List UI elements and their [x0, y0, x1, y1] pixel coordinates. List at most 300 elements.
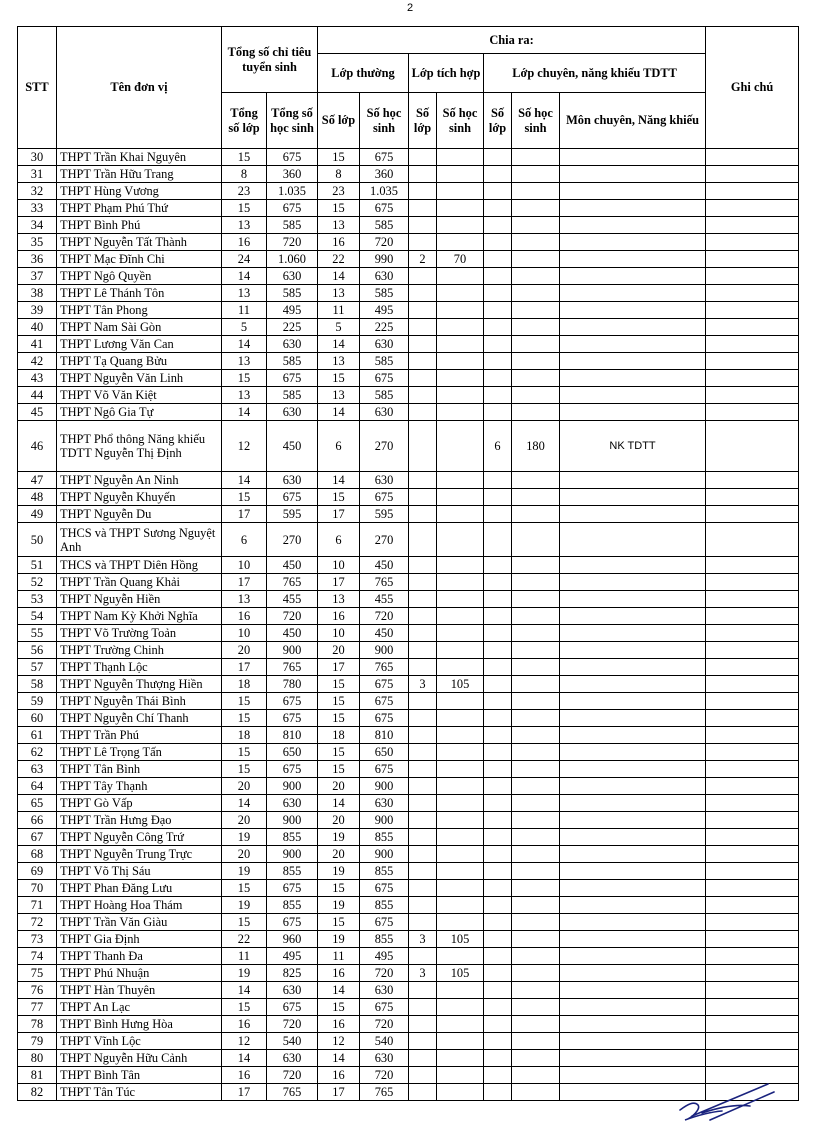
special-classes-cell	[484, 149, 512, 166]
unit-name-cell: THPT Trần Hưng Đạo	[57, 812, 222, 829]
note-cell	[706, 795, 799, 812]
note-cell	[706, 948, 799, 965]
header-integrated-classes: Số lớp	[409, 93, 437, 149]
note-cell	[706, 659, 799, 676]
integrated-students-cell	[437, 183, 484, 200]
note-cell	[706, 591, 799, 608]
note-cell	[706, 200, 799, 217]
total-classes-cell: 18	[222, 676, 267, 693]
note-cell	[706, 166, 799, 183]
integrated-classes-cell	[409, 897, 437, 914]
unit-name-cell: THPT Võ Trường Toản	[57, 625, 222, 642]
regular-classes-cell: 15	[318, 149, 360, 166]
regular-classes-cell: 19	[318, 863, 360, 880]
note-cell	[706, 608, 799, 625]
table-row	[18, 404, 799, 421]
integrated-classes-cell	[409, 948, 437, 965]
row-stt-cell: 33	[18, 200, 57, 217]
integrated-classes-cell	[409, 744, 437, 761]
regular-classes-cell: 22	[318, 251, 360, 268]
total-classes-cell: 17	[222, 506, 267, 523]
header-note: Ghi chú	[706, 27, 799, 149]
integrated-classes-cell	[409, 1084, 437, 1101]
regular-students-cell: 855	[360, 829, 409, 846]
row-stt-cell: 65	[18, 795, 57, 812]
integrated-students-cell	[437, 217, 484, 234]
integrated-students-cell	[437, 1033, 484, 1050]
total-classes-cell: 15	[222, 370, 267, 387]
total-classes-cell: 16	[222, 1016, 267, 1033]
special-classes-cell	[484, 183, 512, 200]
integrated-students-cell	[437, 1016, 484, 1033]
special-students-cell	[512, 795, 560, 812]
total-students-cell: 585	[267, 353, 318, 370]
special-students-cell	[512, 149, 560, 166]
subject-cell	[560, 846, 706, 863]
regular-students-cell: 720	[360, 1067, 409, 1084]
regular-classes-cell: 14	[318, 268, 360, 285]
integrated-students-cell	[437, 489, 484, 506]
subject-cell	[560, 472, 706, 489]
integrated-classes-cell	[409, 200, 437, 217]
special-classes-cell	[484, 336, 512, 353]
regular-classes-cell: 17	[318, 1084, 360, 1101]
unit-name-cell: THPT Thạnh Lộc	[57, 659, 222, 676]
table-row	[18, 693, 799, 710]
subject-cell	[560, 727, 706, 744]
table-row	[18, 217, 799, 234]
note-cell	[706, 319, 799, 336]
special-classes-cell	[484, 506, 512, 523]
table-row	[18, 778, 799, 795]
total-students-cell: 675	[267, 880, 318, 897]
note-cell	[706, 778, 799, 795]
table-row	[18, 931, 799, 948]
regular-students-cell: 630	[360, 336, 409, 353]
row-stt-cell: 35	[18, 234, 57, 251]
table-row	[18, 421, 799, 472]
total-classes-cell: 13	[222, 387, 267, 404]
integrated-classes-cell	[409, 523, 437, 557]
unit-name-cell: THPT Lê Trọng Tấn	[57, 744, 222, 761]
integrated-students-cell	[437, 914, 484, 931]
subject-cell	[560, 574, 706, 591]
table-row	[18, 285, 799, 302]
table-row	[18, 914, 799, 931]
integrated-classes-cell	[409, 489, 437, 506]
total-classes-cell: 10	[222, 625, 267, 642]
unit-name-cell: THCS và THPT Sương Nguyệt Anh	[57, 523, 222, 557]
total-students-cell: 1.035	[267, 183, 318, 200]
special-students-cell	[512, 931, 560, 948]
total-students-cell: 900	[267, 778, 318, 795]
row-stt-cell: 40	[18, 319, 57, 336]
regular-students-cell: 900	[360, 846, 409, 863]
total-classes-cell: 19	[222, 965, 267, 982]
regular-students-cell: 675	[360, 880, 409, 897]
regular-students-cell: 225	[360, 319, 409, 336]
regular-students-cell: 675	[360, 676, 409, 693]
regular-students-cell: 675	[360, 914, 409, 931]
special-students-cell	[512, 557, 560, 574]
special-classes-cell	[484, 880, 512, 897]
special-students-cell	[512, 914, 560, 931]
total-classes-cell: 12	[222, 421, 267, 472]
subject-cell	[560, 693, 706, 710]
special-classes-cell	[484, 829, 512, 846]
table-row	[18, 999, 799, 1016]
note-cell	[706, 472, 799, 489]
regular-classes-cell: 6	[318, 523, 360, 557]
special-students-cell	[512, 710, 560, 727]
special-students-cell	[512, 1016, 560, 1033]
row-stt-cell: 82	[18, 1084, 57, 1101]
subject-cell	[560, 251, 706, 268]
subject-cell	[560, 523, 706, 557]
total-students-cell: 720	[267, 1067, 318, 1084]
special-students-cell	[512, 880, 560, 897]
integrated-classes-cell	[409, 778, 437, 795]
special-classes-cell	[484, 693, 512, 710]
special-classes-cell	[484, 931, 512, 948]
unit-name-cell: THPT Trần Phú	[57, 727, 222, 744]
total-students-cell: 495	[267, 948, 318, 965]
note-cell	[706, 285, 799, 302]
table-row	[18, 710, 799, 727]
integrated-classes-cell	[409, 591, 437, 608]
total-students-cell: 675	[267, 149, 318, 166]
subject-cell	[560, 676, 706, 693]
regular-students-cell: 495	[360, 948, 409, 965]
regular-students-cell: 900	[360, 778, 409, 795]
regular-classes-cell: 15	[318, 761, 360, 778]
integrated-students-cell	[437, 880, 484, 897]
subject-cell	[560, 778, 706, 795]
unit-name-cell: THPT Hùng Vương	[57, 183, 222, 200]
total-students-cell: 1.060	[267, 251, 318, 268]
row-stt-cell: 72	[18, 914, 57, 931]
note-cell	[706, 251, 799, 268]
regular-students-cell: 720	[360, 965, 409, 982]
integrated-students-cell	[437, 523, 484, 557]
special-classes-cell: 6	[484, 421, 512, 472]
total-students-cell: 585	[267, 217, 318, 234]
special-classes-cell	[484, 761, 512, 778]
unit-name-cell: THPT Mạc Đĩnh Chi	[57, 251, 222, 268]
table-row	[18, 268, 799, 285]
regular-students-cell: 855	[360, 931, 409, 948]
integrated-classes-cell	[409, 1067, 437, 1084]
total-classes-cell: 16	[222, 234, 267, 251]
total-students-cell: 960	[267, 931, 318, 948]
note-cell	[706, 897, 799, 914]
regular-classes-cell: 14	[318, 404, 360, 421]
total-classes-cell: 17	[222, 659, 267, 676]
regular-students-cell: 630	[360, 404, 409, 421]
table-row	[18, 506, 799, 523]
total-classes-cell: 22	[222, 931, 267, 948]
regular-classes-cell: 15	[318, 676, 360, 693]
special-students-cell	[512, 1033, 560, 1050]
note-cell	[706, 149, 799, 166]
regular-classes-cell: 14	[318, 336, 360, 353]
row-stt-cell: 62	[18, 744, 57, 761]
total-classes-cell: 13	[222, 217, 267, 234]
integrated-students-cell: 105	[437, 931, 484, 948]
special-students-cell	[512, 166, 560, 183]
integrated-classes-cell	[409, 642, 437, 659]
row-stt-cell: 55	[18, 625, 57, 642]
row-stt-cell: 31	[18, 166, 57, 183]
unit-name-cell: THPT Lê Thánh Tôn	[57, 285, 222, 302]
regular-students-cell: 270	[360, 523, 409, 557]
special-classes-cell	[484, 353, 512, 370]
unit-name-cell: THPT Phạm Phú Thứ	[57, 200, 222, 217]
row-stt-cell: 67	[18, 829, 57, 846]
subject-cell	[560, 948, 706, 965]
row-stt-cell: 46	[18, 421, 57, 472]
special-classes-cell	[484, 523, 512, 557]
special-classes-cell	[484, 982, 512, 999]
special-classes-cell	[484, 795, 512, 812]
regular-students-cell: 720	[360, 1016, 409, 1033]
integrated-classes-cell	[409, 999, 437, 1016]
special-students-cell: 180	[512, 421, 560, 472]
signature-mark	[672, 1074, 782, 1128]
regular-classes-cell: 11	[318, 948, 360, 965]
row-stt-cell: 70	[18, 880, 57, 897]
table-row	[18, 319, 799, 336]
unit-name-cell: THPT Trường Chinh	[57, 642, 222, 659]
total-classes-cell: 14	[222, 268, 267, 285]
total-classes-cell: 8	[222, 166, 267, 183]
row-stt-cell: 53	[18, 591, 57, 608]
regular-students-cell: 630	[360, 795, 409, 812]
regular-classes-cell: 10	[318, 625, 360, 642]
total-students-cell: 270	[267, 523, 318, 557]
regular-classes-cell: 20	[318, 778, 360, 795]
integrated-students-cell	[437, 846, 484, 863]
subject-cell	[560, 200, 706, 217]
total-classes-cell: 19	[222, 829, 267, 846]
regular-classes-cell: 5	[318, 319, 360, 336]
total-students-cell: 825	[267, 965, 318, 982]
total-students-cell: 855	[267, 829, 318, 846]
unit-name-cell: THPT Ngô Quyền	[57, 268, 222, 285]
unit-name-cell: THPT Nguyễn Chí Thanh	[57, 710, 222, 727]
integrated-classes-cell	[409, 863, 437, 880]
row-stt-cell: 52	[18, 574, 57, 591]
row-stt-cell: 30	[18, 149, 57, 166]
integrated-students-cell: 105	[437, 965, 484, 982]
regular-students-cell: 1.035	[360, 183, 409, 200]
special-classes-cell	[484, 200, 512, 217]
table-row	[18, 727, 799, 744]
total-classes-cell: 17	[222, 1084, 267, 1101]
unit-name-cell: THPT Phú Nhuận	[57, 965, 222, 982]
regular-classes-cell: 17	[318, 574, 360, 591]
table-body	[18, 149, 799, 1101]
header-regular-students: Số học sinh	[360, 93, 409, 149]
integrated-classes-cell: 2	[409, 251, 437, 268]
regular-students-cell: 675	[360, 370, 409, 387]
integrated-students-cell	[437, 421, 484, 472]
regular-classes-cell: 20	[318, 846, 360, 863]
regular-students-cell: 675	[360, 693, 409, 710]
table-row	[18, 1050, 799, 1067]
subject-cell	[560, 1016, 706, 1033]
special-students-cell	[512, 982, 560, 999]
integrated-students-cell	[437, 370, 484, 387]
integrated-students-cell	[437, 744, 484, 761]
integrated-classes-cell	[409, 659, 437, 676]
total-students-cell: 450	[267, 625, 318, 642]
subject-cell	[560, 982, 706, 999]
regular-students-cell: 450	[360, 625, 409, 642]
integrated-classes-cell	[409, 880, 437, 897]
special-classes-cell	[484, 268, 512, 285]
regular-students-cell: 900	[360, 642, 409, 659]
integrated-students-cell	[437, 829, 484, 846]
total-students-cell: 765	[267, 1084, 318, 1101]
regular-classes-cell: 16	[318, 608, 360, 625]
total-students-cell: 675	[267, 999, 318, 1016]
integrated-students-cell	[437, 778, 484, 795]
unit-name-cell: THPT Bình Phú	[57, 217, 222, 234]
regular-students-cell: 360	[360, 166, 409, 183]
subject-cell	[560, 710, 706, 727]
total-students-cell: 765	[267, 659, 318, 676]
unit-name-cell: THPT Phổ thông Năng khiếu TDTT Nguyễn Thị Định	[57, 421, 222, 472]
note-cell	[706, 404, 799, 421]
header-breakdown: Chia ra:	[318, 27, 706, 54]
subject-cell	[560, 914, 706, 931]
special-classes-cell	[484, 727, 512, 744]
table-row	[18, 846, 799, 863]
special-classes-cell	[484, 285, 512, 302]
unit-name-cell: THPT Phan Đăng Lưu	[57, 880, 222, 897]
integrated-students-cell	[437, 302, 484, 319]
unit-name-cell: THPT Võ Thị Sáu	[57, 863, 222, 880]
note-cell	[706, 268, 799, 285]
regular-students-cell: 585	[360, 285, 409, 302]
integrated-classes-cell	[409, 1016, 437, 1033]
note-cell	[706, 931, 799, 948]
note-cell	[706, 625, 799, 642]
total-students-cell: 720	[267, 1016, 318, 1033]
total-classes-cell: 14	[222, 1050, 267, 1067]
unit-name-cell: THPT Nam Sài Gòn	[57, 319, 222, 336]
unit-name-cell: THPT Hoàng Hoa Thám	[57, 897, 222, 914]
total-classes-cell: 24	[222, 251, 267, 268]
regular-classes-cell: 19	[318, 931, 360, 948]
integrated-classes-cell	[409, 982, 437, 999]
regular-classes-cell: 23	[318, 183, 360, 200]
special-classes-cell	[484, 710, 512, 727]
regular-students-cell: 650	[360, 744, 409, 761]
integrated-students-cell	[437, 200, 484, 217]
regular-classes-cell: 14	[318, 1050, 360, 1067]
total-classes-cell: 20	[222, 812, 267, 829]
regular-classes-cell: 19	[318, 897, 360, 914]
regular-classes-cell: 15	[318, 744, 360, 761]
regular-classes-cell: 15	[318, 999, 360, 1016]
regular-classes-cell: 13	[318, 353, 360, 370]
integrated-classes-cell	[409, 353, 437, 370]
subject-cell	[560, 659, 706, 676]
table-row	[18, 166, 799, 183]
row-stt-cell: 63	[18, 761, 57, 778]
regular-classes-cell: 6	[318, 421, 360, 472]
total-students-cell: 780	[267, 676, 318, 693]
special-students-cell	[512, 200, 560, 217]
total-classes-cell: 15	[222, 914, 267, 931]
integrated-students-cell	[437, 608, 484, 625]
total-students-cell: 630	[267, 268, 318, 285]
integrated-classes-cell	[409, 812, 437, 829]
special-classes-cell	[484, 642, 512, 659]
note-cell	[706, 217, 799, 234]
special-classes-cell	[484, 251, 512, 268]
integrated-students-cell	[437, 727, 484, 744]
special-students-cell	[512, 659, 560, 676]
note-cell	[706, 353, 799, 370]
special-students-cell	[512, 217, 560, 234]
integrated-classes-cell	[409, 268, 437, 285]
total-students-cell: 675	[267, 914, 318, 931]
row-stt-cell: 80	[18, 1050, 57, 1067]
unit-name-cell: THPT Ngô Gia Tự	[57, 404, 222, 421]
header-total-classes: Tổng số lớp	[222, 93, 267, 149]
special-students-cell	[512, 234, 560, 251]
row-stt-cell: 77	[18, 999, 57, 1016]
total-students-cell: 630	[267, 336, 318, 353]
regular-classes-cell: 15	[318, 710, 360, 727]
regular-students-cell: 675	[360, 999, 409, 1016]
total-classes-cell: 16	[222, 608, 267, 625]
total-classes-cell: 20	[222, 642, 267, 659]
special-students-cell	[512, 778, 560, 795]
special-classes-cell	[484, 812, 512, 829]
table-row	[18, 676, 799, 693]
regular-classes-cell: 13	[318, 591, 360, 608]
special-classes-cell	[484, 846, 512, 863]
integrated-students-cell: 105	[437, 676, 484, 693]
regular-students-cell: 455	[360, 591, 409, 608]
total-classes-cell: 14	[222, 336, 267, 353]
special-students-cell	[512, 863, 560, 880]
unit-name-cell: THPT Nguyễn Khuyến	[57, 489, 222, 506]
note-cell	[706, 965, 799, 982]
special-students-cell	[512, 489, 560, 506]
total-students-cell: 855	[267, 897, 318, 914]
total-students-cell: 810	[267, 727, 318, 744]
special-students-cell	[512, 744, 560, 761]
subject-cell	[560, 931, 706, 948]
note-cell	[706, 914, 799, 931]
regular-classes-cell: 16	[318, 234, 360, 251]
row-stt-cell: 48	[18, 489, 57, 506]
total-classes-cell: 18	[222, 727, 267, 744]
integrated-classes-cell	[409, 217, 437, 234]
unit-name-cell: THPT Nguyễn Văn Linh	[57, 370, 222, 387]
row-stt-cell: 60	[18, 710, 57, 727]
unit-name-cell: THPT Trần Quang Khải	[57, 574, 222, 591]
row-stt-cell: 51	[18, 557, 57, 574]
regular-classes-cell: 13	[318, 387, 360, 404]
special-students-cell	[512, 999, 560, 1016]
integrated-students-cell	[437, 268, 484, 285]
